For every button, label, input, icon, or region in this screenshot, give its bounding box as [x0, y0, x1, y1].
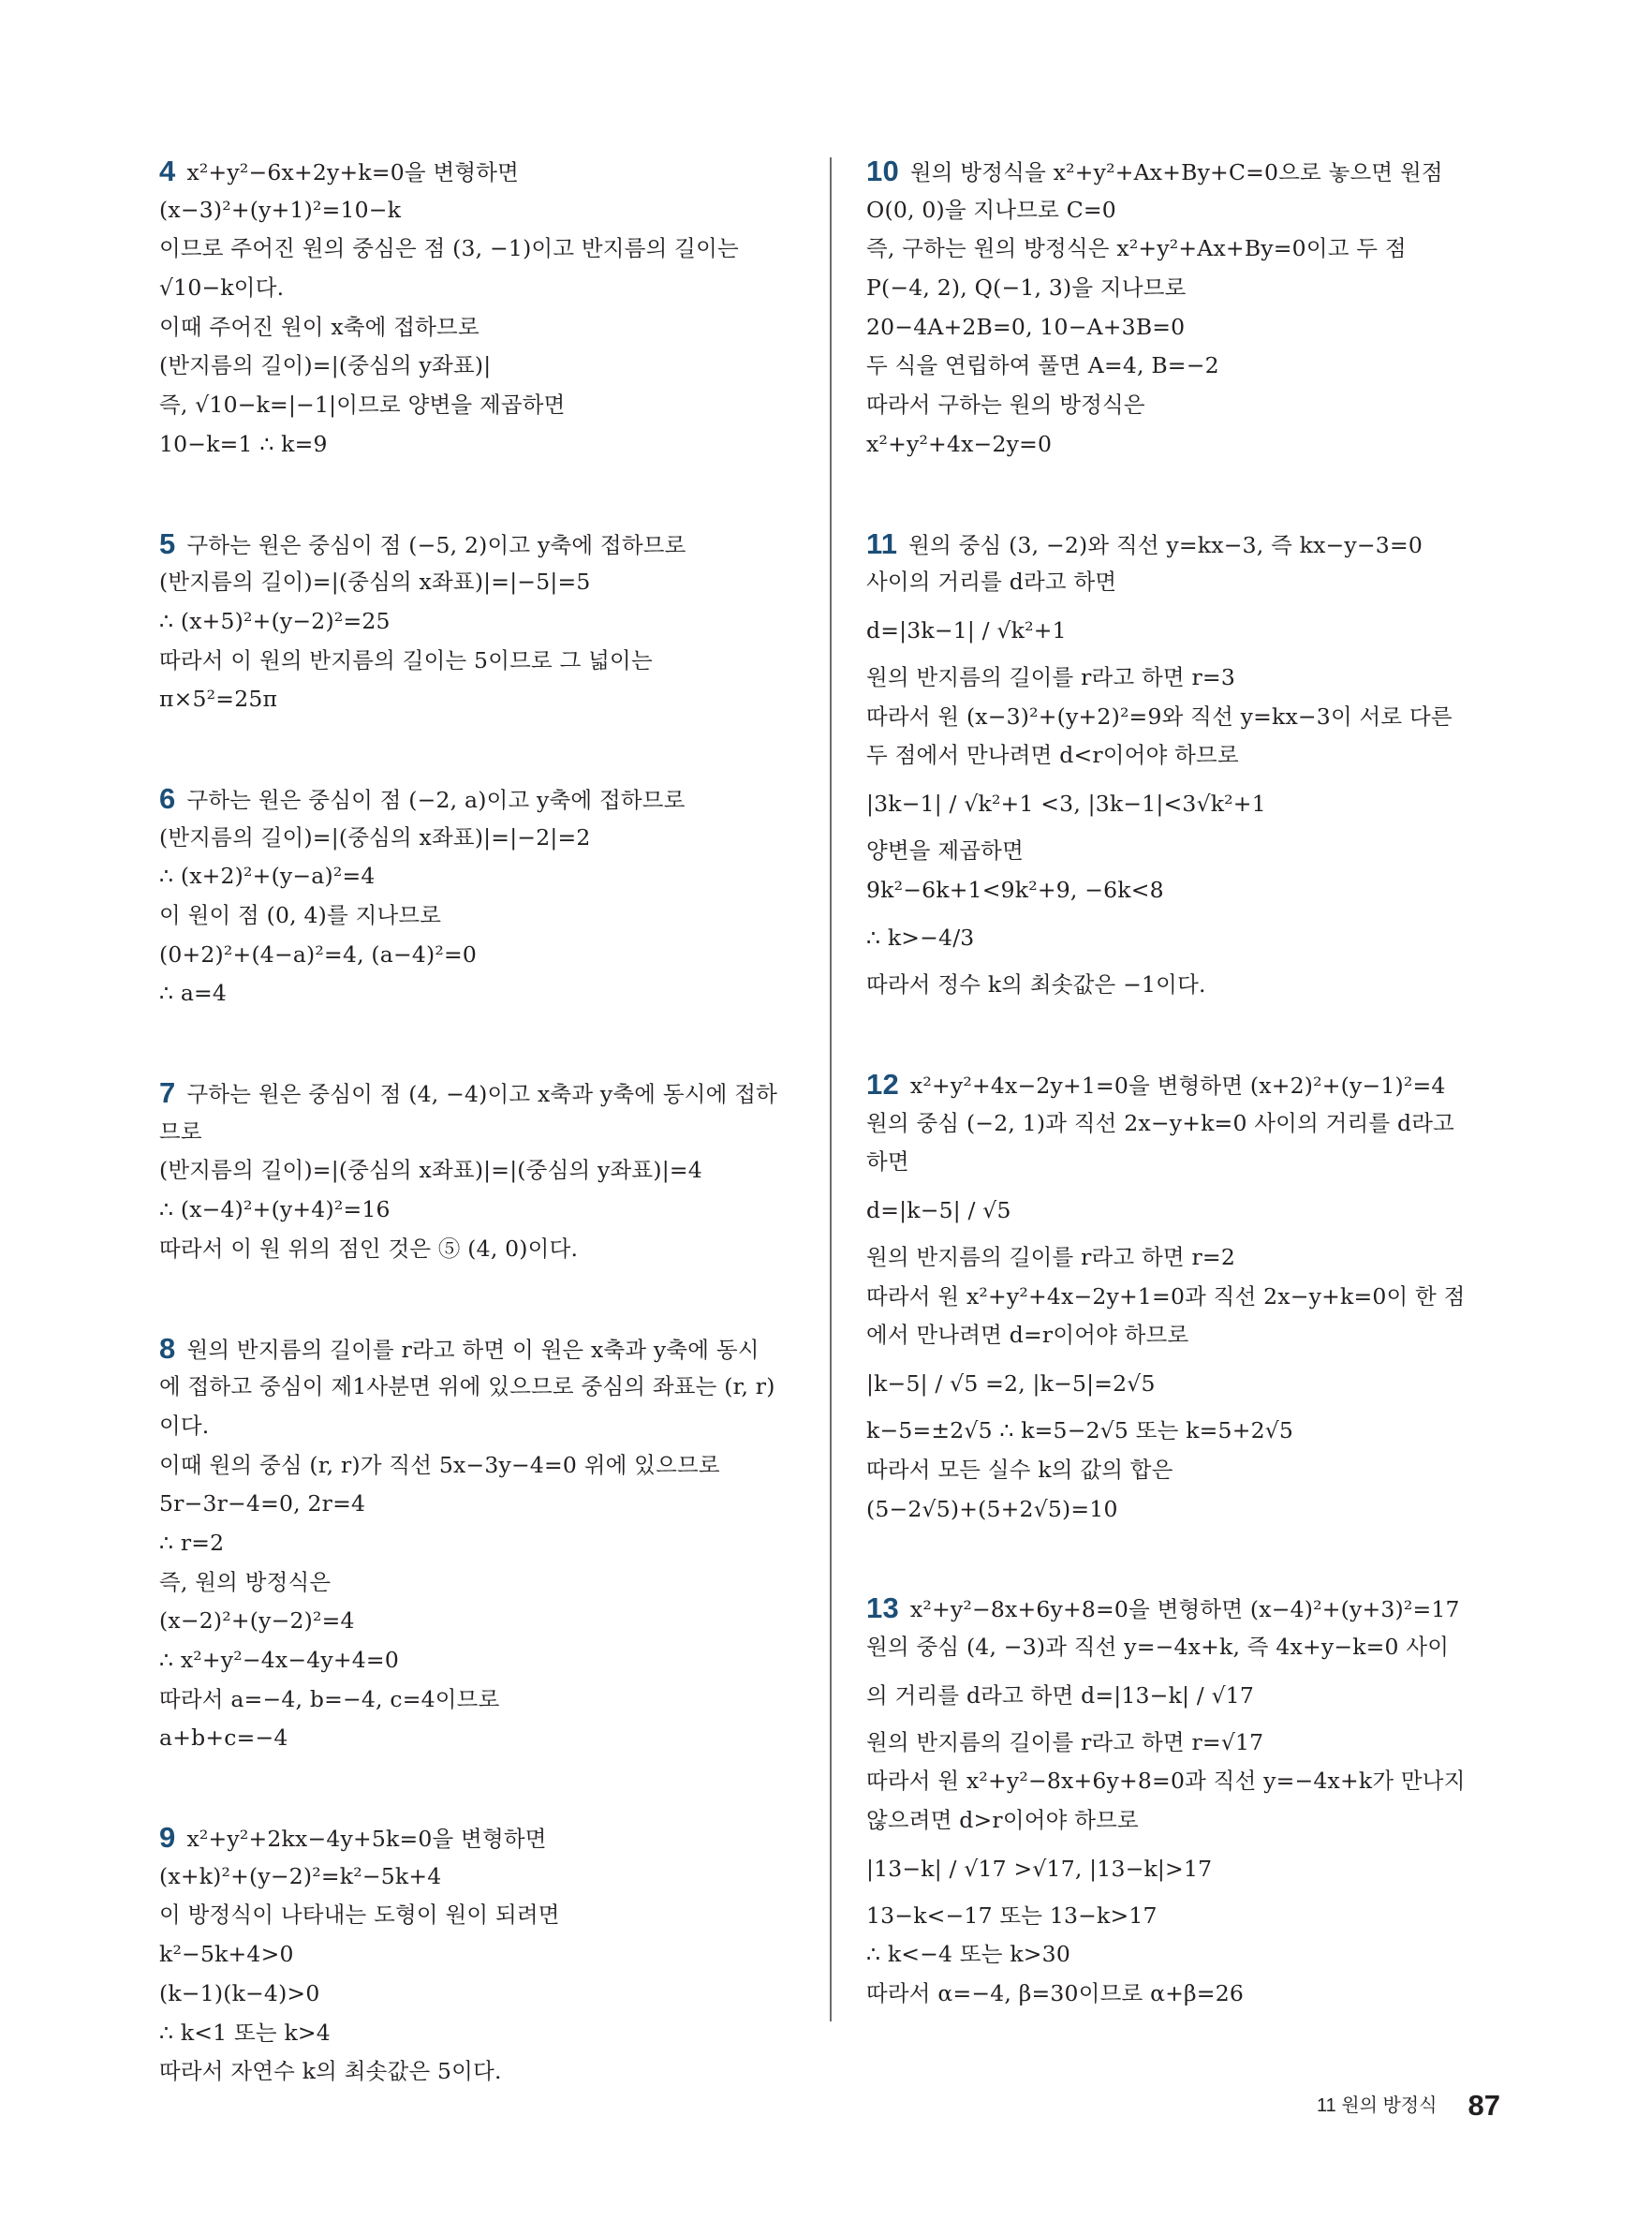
solution-line: 10−k=1 ∴ k=9 [159, 430, 328, 457]
solution-line: 이므로 주어진 원의 중심은 점 (3, −1)이고 반지름의 길이는 [159, 235, 739, 262]
solution-line: 양변을 제곱하면 [866, 836, 1024, 864]
fraction-line: |13−k| / √17 >√17, |13−k|>17 [866, 1855, 1213, 1882]
problem-number: 11 [866, 526, 898, 560]
solution-line: 따라서 원 (x−3)²+(y+2)²=9와 직선 y=kx−3이 서로 다른 [866, 703, 1453, 730]
solution-line: 이때 주어진 원이 x축에 접하므로 [159, 313, 479, 340]
solution-line: 9k²−6k+1<9k²+9, −6k<8 [866, 876, 1164, 903]
fraction-line: d=|3k−1| / √k²+1 [866, 616, 1067, 644]
solution-line: 10 원의 방정식을 x²+y²+Ax+By+C=0으로 놓으면 원점 [866, 155, 1443, 187]
solution-line: ∴ (x−4)²+(y+4)²=16 [159, 1196, 391, 1223]
solution-line: 따라서 a=−4, b=−4, c=4이므로 [159, 1685, 500, 1712]
solution-5 [159, 525, 805, 719]
solution-line: P(−4, 2), Q(−1, 3)을 지나므로 [866, 274, 1187, 302]
solution-line: 따라서 원 x²+y²−8x+6y+8=0과 직선 y=−4x+k가 만나지 [866, 1768, 1466, 1795]
solution-line: (x−3)²+(y+1)²=10−k [159, 196, 402, 223]
solution-line: 따라서 α=−4, β=30이므로 α+β=26 [866, 1980, 1245, 2006]
solution-line: 5 구하는 원은 중심이 점 (−5, 2)이고 y축에 접하므로 [159, 526, 686, 560]
problem-number: 6 [159, 781, 176, 815]
solution-line: 이때 원의 중심 (r, r)가 직선 5x−3y−4=0 위에 있으므로 [159, 1451, 720, 1478]
solution-line: ∴ k<−4 또는 k>30 [866, 1941, 1070, 1968]
solution-line: 6 구하는 원은 중심이 점 (−2, a)이고 y축에 접하므로 [159, 781, 686, 815]
solution-line: 따라서 자연수 k의 최솟값은 5이다. [159, 2058, 502, 2085]
page-footer [1317, 2089, 1500, 2123]
solution-line: 12 x²+y²+4x−2y+1=0을 변형하면 (x+2)²+(y−1)²=4 [866, 1068, 1446, 1101]
right-column [866, 152, 1512, 2074]
solution-line: (k−1)(k−4)>0 [159, 1979, 320, 2006]
solution-line: 따라서 이 원의 반지름의 길이는 5이므로 그 넓이는 [159, 646, 653, 673]
solution-line: (반지름의 길이)=|(중심의 y좌표)| [159, 352, 492, 379]
solution-line: ∴ a=4 [159, 980, 228, 1007]
solution-line: 13−k<−17 또는 13−k>17 [866, 1902, 1158, 1929]
problem-number: 7 [159, 1076, 176, 1110]
solution-line: 20−4A+2B=0, 10−A+3B=0 [866, 313, 1186, 340]
solution-line: 원의 중심 (−2, 1)과 직선 2x−y+k=0 사이의 거리를 d라고 [866, 1109, 1455, 1136]
solution-line: (반지름의 길이)=|(중심의 x좌표)|=|−5|=5 [159, 569, 591, 596]
solution-line: 7 구하는 원은 중심이 점 (4, −4)이고 x축과 y축에 동시에 접하 [159, 1076, 778, 1110]
solution-line: 두 점에서 만나려면 d<r이어야 하므로 [866, 742, 1239, 769]
chapter-title: 11 원의 방정식 [1316, 2095, 1438, 2116]
solution-line: k−5=±2√5 ∴ k=5−2√5 또는 k=5+2√5 [866, 1417, 1294, 1444]
solution-line: (x+k)²+(y−2)²=k²−5k+4 [159, 1862, 442, 1889]
solution-line: 원의 반지름의 길이를 r라고 하면 r=2 [866, 1244, 1235, 1271]
solution-line: 즉, 구하는 원의 방정식은 x²+y²+Ax+By=0이고 두 점 [866, 235, 1407, 262]
solution-line: 따라서 정수 k의 최솟값은 −1이다. [866, 971, 1206, 999]
solution-7 [159, 1073, 805, 1268]
solution-line: (반지름의 길이)=|(중심의 x좌표)|=|−2|=2 [159, 823, 591, 851]
fraction-line: ∴ k>−4/3 [866, 925, 975, 952]
solution-line: 원의 반지름의 길이를 r라고 하면 r=√17 [866, 1728, 1264, 1755]
fraction-line: d=|k−5| / √5 [866, 1197, 1011, 1224]
solution-line: O(0, 0)을 지나므로 C=0 [866, 196, 1116, 223]
solution-line: 즉, 원의 방정식은 [159, 1568, 332, 1595]
solution-line: 따라서 원 x²+y²+4x−2y+1=0과 직선 2x−y+k=0이 한 점 [866, 1282, 1466, 1310]
solution-line: 따라서 이 원 위의 점인 것은 ⑤ (4, 0)이다. [159, 1235, 579, 1262]
solution-line: 13 x²+y²−8x+6y+8=0을 변형하면 (x−4)²+(y+3)²=17 [866, 1591, 1460, 1625]
solution-line: π×5²=25π [159, 686, 278, 713]
solution-line: ∴ r=2 [159, 1529, 225, 1556]
solution-line: 에 접하고 중심이 제1사분면 위에 있으므로 중심의 좌표는 (r, r) [159, 1373, 775, 1400]
solution-line: 즉, √10−k=|−1|이므로 양변을 제곱하면 [159, 392, 566, 419]
solution-8 [159, 1329, 805, 1759]
left-column [159, 152, 805, 2152]
problem-number: 9 [159, 1821, 176, 1855]
solution-line: (반지름의 길이)=|(중심의 x좌표)|=|(중심의 y좌표)|=4 [159, 1157, 702, 1184]
solution-line: ∴ (x+2)²+(y−a)²=4 [159, 863, 376, 890]
solution-4 [159, 152, 805, 465]
solution-line: 8 원의 반지름의 길이를 r라고 하면 이 원은 x축과 y축에 동시 [159, 1331, 760, 1365]
solution-9 [159, 1818, 805, 2092]
solution-line: k²−5k+4>0 [159, 1941, 294, 1968]
solution-line: 에서 만나려면 d=r이어야 하므로 [866, 1322, 1189, 1349]
solution-line: 따라서 구하는 원의 방정식은 [866, 392, 1145, 419]
solution-6 [159, 779, 805, 1014]
solution-line: 사이의 거리를 d라고 하면 [866, 569, 1117, 596]
solution-line: ∴ k<1 또는 k>4 [159, 2019, 331, 2046]
solution-line: 9 x²+y²+2kx−4y+5k=0을 변형하면 [159, 1821, 547, 1855]
solution-line: 이다. [159, 1412, 210, 1439]
problem-number: 8 [159, 1331, 176, 1365]
solution-line: 11 원의 중심 (3, −2)와 직선 y=kx−3, 즉 kx−y−3=0 [866, 526, 1423, 560]
solution-line: a+b+c=−4 [159, 1724, 288, 1752]
solution-line: x²+y²+4x−2y=0 [866, 430, 1053, 457]
solution-line: 5r−3r−4=0, 2r=4 [159, 1490, 366, 1517]
solution-line: 4 x²+y²−6x+2y+k=0을 변형하면 [159, 155, 520, 187]
fraction-line: 의 거리를 d라고 하면 d=|13−k| / √17 [866, 1681, 1255, 1709]
solution-line: 원의 반지름의 길이를 r라고 하면 r=3 [866, 663, 1235, 690]
solution-12 [866, 1065, 1512, 1529]
solution-line: √10−k이다. [159, 274, 285, 302]
solution-line: (0+2)²+(4−a)²=4, (a−4)²=0 [159, 940, 478, 968]
solution-line: (5−2√5)+(5+2√5)=10 [866, 1495, 1118, 1522]
solution-11 [866, 525, 1512, 1006]
solution-line: 하면 [866, 1148, 909, 1176]
solution-line: 므로 [159, 1117, 202, 1145]
solution-line: 이 원이 점 (0, 4)를 지나므로 [159, 902, 442, 928]
solution-line: ∴ (x+5)²+(y−2)²=25 [159, 607, 391, 634]
column-divider [830, 157, 832, 2021]
problem-number: 13 [866, 1591, 899, 1625]
solution-line: 않으려면 d>r이어야 하므로 [866, 1806, 1139, 1833]
fraction-line: |k−5| / √5 =2, |k−5|=2√5 [866, 1370, 1156, 1398]
problem-number: 5 [159, 526, 176, 560]
solution-line: 두 식을 연립하여 풀면 A=4, B=−2 [866, 352, 1219, 379]
solution-line: 이 방정식이 나타내는 도형이 원이 되려면 [159, 1902, 560, 1929]
solution-line: (x−2)²+(y−2)²=4 [159, 1607, 355, 1635]
solution-line: ∴ x²+y²−4x−4y+4=0 [159, 1647, 399, 1673]
fraction-line: |3k−1| / √k²+1 <3, |3k−1|<3√k²+1 [866, 790, 1266, 817]
solution-13 [866, 1589, 1512, 2014]
problem-number: 10 [866, 155, 899, 187]
solution-line: 따라서 모든 실수 k의 값의 합은 [866, 1456, 1173, 1483]
problem-number: 12 [866, 1068, 899, 1101]
page-number: 87 [1468, 2089, 1500, 2122]
solution-line: 원의 중심 (4, −3)과 직선 y=−4x+k, 즉 4x+y−k=0 사이 [866, 1633, 1450, 1660]
solution-10 [866, 152, 1512, 465]
problem-number: 4 [159, 155, 176, 187]
